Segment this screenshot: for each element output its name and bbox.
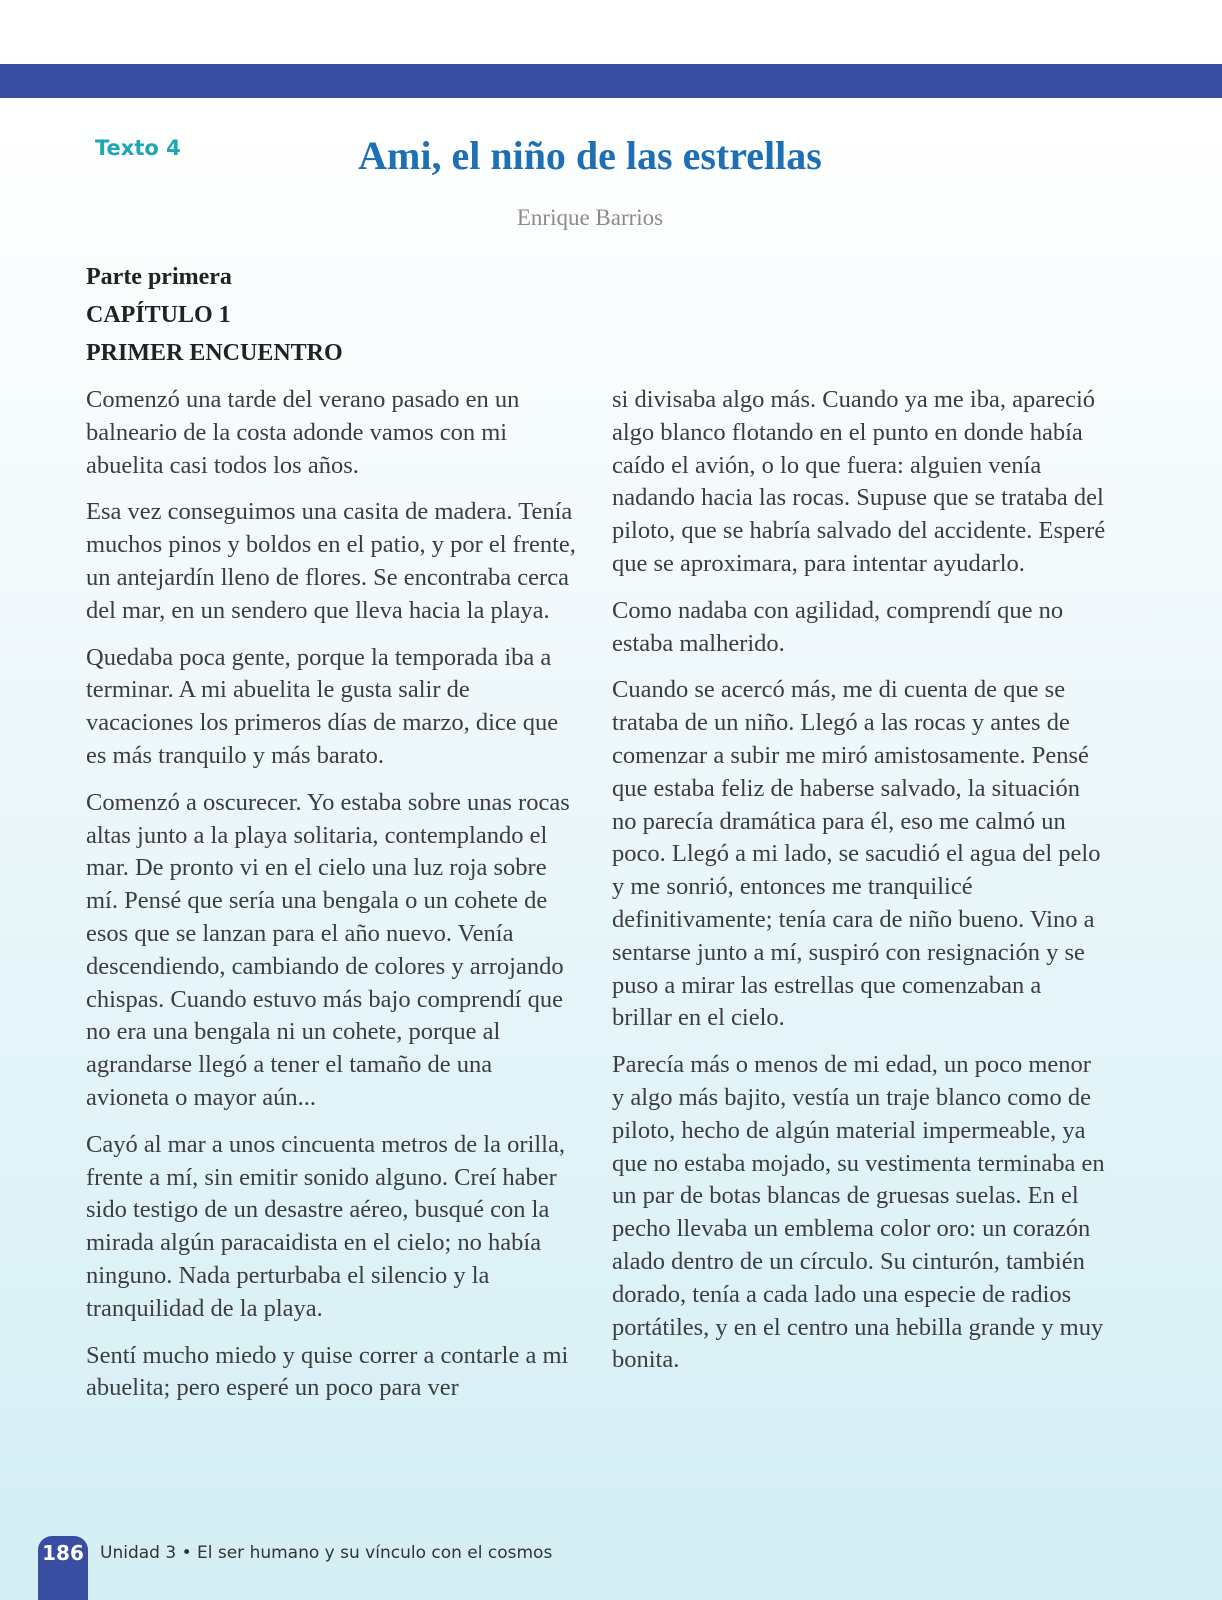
unit-footer-text: Unidad 3 • El ser humano y su vínculo con el cosmos bbox=[100, 1543, 553, 1563]
paragraph: Parecía más o menos de mi edad, un poco menor y algo más bajito, vestía un traje blanco como de piloto, hecho de algún material impermeable, ya que no estaba mojado, su vestimenta terminaba en un par de botas blancas de gruesas suelas. En el pecho llevaba un emblema color oro: un corazón alado dentro de un círculo. Su cinturón, también dorado, tenía a cada lado una especie de radios portátiles, y en el centro una hebilla grande y muy bonita. bbox=[612, 1051, 1105, 1374]
paragraph: Comenzó una tarde del verano pasado en un balneario de la costa adonde vamos con mi abuelita casi todos los años. bbox=[86, 386, 520, 479]
page-title: Ami, el niño de las estrellas bbox=[358, 133, 822, 178]
paragraph: Cuando se acercó más, me di cuenta de que se trataba de un niño. Llegó a las rocas y antes de comenzar a subir me miró amistosamente. Pensé que estaba feliz de haberse salvado, la situación no parecía dramática para él, eso me calmó un poco. Llegó a mi lado, se sacudió el agua del pelo y me sonrió, entonces me tranquilicé definitivamente; tenía cara de niño bueno. Vino a sentarse junto a mí, suspiró con resignación y se puso a mirar las estrellas que comenzaban a brillar en el cielo. bbox=[612, 676, 1101, 1032]
paragraph: Cayó al mar a unos cincuenta metros de la orilla, frente a mí, sin emitir sonido alguno. Creí haber sido testigo de un desastre aéreo, busqué con la mirada algún paracaidista en el cielo; no había ninguno. Nada perturbaba el silencio y la tranquilidad de la playa. bbox=[86, 1130, 565, 1322]
text-label: Texto 4 bbox=[95, 136, 181, 160]
section-heading: PRIMER ENCUENTRO bbox=[86, 340, 343, 366]
author-name: Enrique Barrios bbox=[516, 205, 664, 230]
paragraph: Comenzó a oscurecer. Yo estaba sobre unas rocas altas junto a la playa solitaria, contemplando el mar. De pronto vi en el cielo una luz roja sobre mí. Pensé que sería una bengala o un cohete de esos que se lanzan para el año nuevo. Venía descendiendo, cambiando de colores y arrojando chispas. Cuando estuvo más bajo comprendí que no era una bengala ni un cohete, porque al agrandarse llegó a tener el tamaño de una avioneta o mayor aún... bbox=[86, 788, 570, 1111]
paragraph: Como nadaba con agilidad, comprendí que no estaba malherido. bbox=[612, 596, 1064, 657]
part-heading: Parte primera bbox=[86, 264, 232, 290]
chapter-headings bbox=[86, 258, 343, 372]
paragraph: Esa vez conseguimos una casita de madera. Tenía muchos pinos y boldos en el patio, y por el frente, un antejardín lleno de flores. Se encontraba cerca del mar, en un sendero que lleva hacia la playa. bbox=[86, 498, 576, 624]
top-margin bbox=[0, 0, 1222, 64]
paragraph: si divisaba algo más. Cuando ya me iba, apareció algo blanco flotando en el punto en donde había caído el avión, o lo que fuera: alguien venía nadando hacia las rocas. Supuse que se trataba del piloto, que se habría salvado del accidente. Esperé que se aproximara, para intentar ayudarlo. bbox=[612, 386, 1106, 577]
page-number: 186 bbox=[42, 1541, 84, 1565]
header-bar bbox=[0, 64, 1222, 98]
paragraph: Sentí mucho miedo y quise correr a contarle a mi abuelita; pero esperé un poco para ver bbox=[86, 1341, 569, 1402]
chapter-heading: CAPÍTULO 1 bbox=[86, 302, 231, 328]
left-column bbox=[86, 384, 576, 1419]
right-column bbox=[612, 384, 1107, 1391]
paragraph: Quedaba poca gente, porque la temporada iba a terminar. A mi abuelita le gusta salir de vacaciones los primeros días de marzo, dice que es más tranquilo y más barato. bbox=[86, 643, 559, 769]
